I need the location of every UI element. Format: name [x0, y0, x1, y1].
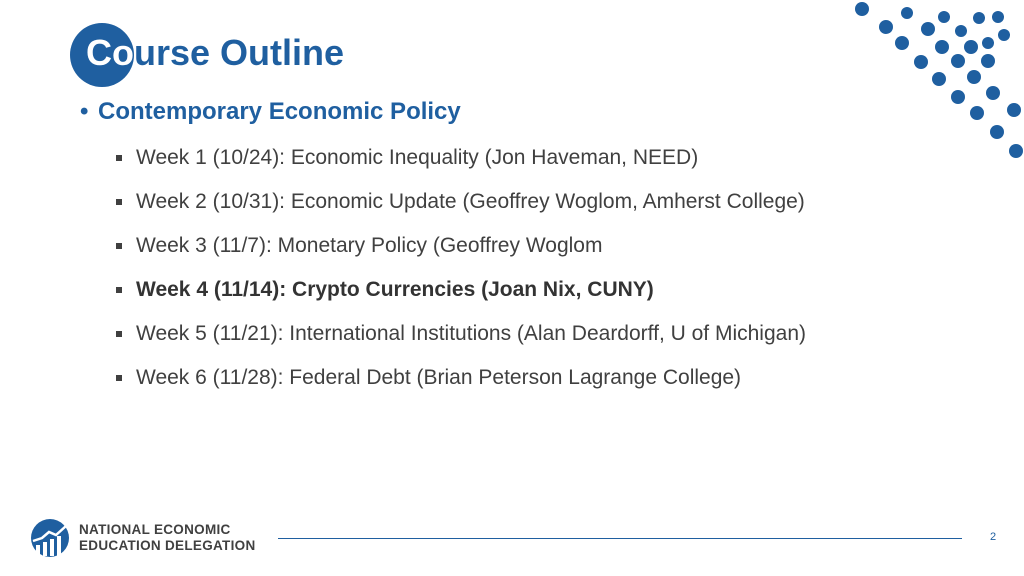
section-bullet: •	[80, 98, 89, 125]
slide-title-part1: Co	[86, 32, 134, 73]
week-item-text: Week 6 (11/28): Federal Debt (Brian Peterson Lagrange College)	[136, 366, 742, 389]
square-bullet-icon	[116, 199, 122, 205]
square-bullet-icon	[116, 155, 122, 161]
week-item-text: Week 2 (10/31): Economic Update (Geoffrey Woglom, Amherst College)	[136, 190, 805, 213]
week-item-text: Week 4 (11/14): Crypto Currencies (Joan Nix, CUNY)	[136, 278, 654, 301]
square-bullet-icon	[116, 287, 122, 293]
week-item-4	[116, 276, 806, 320]
week-item-text: Week 5 (11/21): International Institutions (Alan Deardorff, U of Michigan)	[136, 322, 807, 345]
globe-with-bars-icon	[30, 518, 70, 558]
week-item-6	[116, 364, 806, 408]
week-item-1	[116, 144, 806, 188]
slide-title-part2: urse Outline	[134, 32, 345, 73]
section-heading-row	[80, 98, 461, 126]
square-bullet-icon	[116, 375, 122, 381]
section-heading: Contemporary Economic Policy	[98, 98, 461, 125]
org-name	[79, 522, 256, 554]
week-item-text: Week 3 (11/7): Monetary Policy (Geoffrey Woglom	[136, 234, 603, 257]
week-item-5	[116, 320, 806, 364]
square-bullet-icon	[116, 243, 122, 249]
page-number: 2	[990, 531, 997, 543]
square-bullet-icon	[116, 331, 122, 337]
week-item-3	[116, 232, 806, 276]
footer-divider	[278, 538, 962, 539]
slide-title	[86, 31, 344, 75]
org-name-line2: EDUCATION DELEGATION	[79, 538, 256, 553]
decorative-dot-pattern	[840, 0, 1024, 170]
org-name-line1: NATIONAL ECONOMIC	[79, 522, 231, 537]
week-item-text: Week 1 (10/24): Economic Inequality (Jon Haveman, NEED)	[136, 146, 699, 169]
week-item-2	[116, 188, 806, 232]
week-list	[116, 144, 806, 408]
